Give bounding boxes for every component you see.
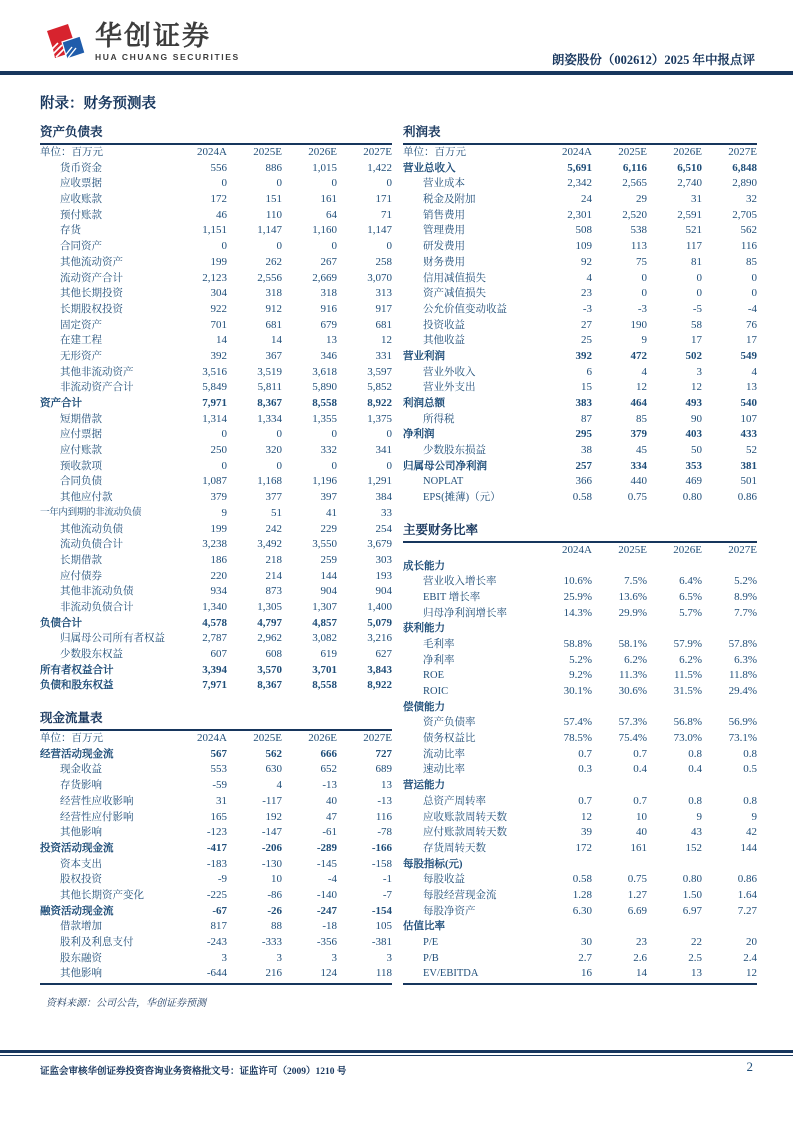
table-row: 归属母公司所有者权益 2,787 2,962 3,082 3,216 [60,632,392,645]
table-row: 管理费用 508 538 521 562 [423,224,757,237]
table-row: 投资收益 27 190 58 76 [423,318,757,331]
table-row: 获利能力 [403,623,445,635]
financial-ratios-table [403,522,757,985]
footer-divider [0,1050,793,1056]
table-row: 应付债券 220 214 144 193 [60,569,392,582]
table-row: 其他影响 -644 216 124 118 [60,967,392,980]
table-row: 其他非流动负债 934 873 904 904 [60,585,392,598]
table-row: 应收账款周转天数 12 10 9 9 [423,810,757,823]
table-header-row: 2024A 2025E 2026E 2027E [562,543,757,556]
table-row: 营业成本 2,342 2,565 2,740 2,890 [423,177,757,190]
table-row: EV/EBITDA 16 14 13 12 [423,967,757,980]
table-row: 其他收益 25 9 17 17 [423,334,757,347]
table-row: 其他影响 -123 -147 -61 -78 [60,826,392,839]
table-row: 偿债能力 [403,701,445,713]
table-row: NOPLAT 366 440 469 501 [423,475,757,488]
table-header-row: 单位：百万元 2024A 2025E 2026E 2027E [40,732,392,745]
table-row: 营业外支出 15 12 12 13 [423,381,757,394]
table-row: 其他流动负债 199 242 229 254 [60,522,392,535]
table-row: 经营性应付影响 165 192 47 116 [60,810,392,823]
table-row: 资产负债率 57.4% 57.3% 56.8% 56.9% [423,716,757,729]
table-row: 财务费用 92 75 81 85 [423,255,757,268]
income-statement-title: 利润表 [403,124,757,145]
table-row: 预收款项 0 0 0 0 [60,459,392,472]
huachuang-logo-icon [44,21,86,70]
brand-name: 华创证券 [95,21,211,51]
income-statement-table [403,124,757,506]
table-row: 少数股东权益 607 608 619 627 [60,648,392,660]
table-row: 应收票据 0 0 0 0 [60,177,392,190]
table-row: 资产合计 7,971 8,367 8,558 8,922 [40,397,392,409]
table-row: 营业利润 392 472 502 549 [403,349,757,362]
table-row: 每股指标(元) [403,858,463,870]
table-row: 速动比率 0.3 0.4 0.4 0.5 [423,763,757,776]
report-title: 朗姿股份（002612）2025 年中报点评 [551,53,755,67]
table-row: 投资活动现金流 -417 -206 -289 -166 [40,841,392,854]
table-row: 借款增加 817 88 -18 105 [60,920,392,933]
table-row: P/B 2.7 2.6 2.5 2.4 [423,951,757,964]
right-column [403,124,757,1009]
table-row: 存货影响 -59 4 -13 13 [60,779,392,792]
table-row: 融资活动现金流 -67 -26 -247 -154 [40,904,392,917]
table-row: EPS(摊薄)（元） 0.58 0.75 0.80 0.86 [423,491,757,504]
table-row: 每股收益 0.58 0.75 0.80 0.86 [423,873,757,886]
table-row: 研发费用 109 113 117 116 [423,240,757,253]
table-row: 负债和股东权益 7,971 8,367 8,558 8,922 [40,679,392,692]
table-row: 合同负债 1,087 1,168 1,196 1,291 [60,475,392,488]
table-row: 归属母公司净利润 257 334 353 381 [403,459,757,472]
table-row: 流动资产合计 2,123 2,556 2,669 3,070 [60,271,392,284]
table-row: 净利率 5.2% 6.2% 6.2% 6.3% [423,653,757,666]
cash-flow-table [40,710,392,985]
table-row: 总资产周转率 0.7 0.7 0.8 0.8 [423,794,757,807]
table-row: ROIC 30.1% 30.6% 31.5% 29.4% [423,685,757,697]
table-row: 其他流动资产 199 262 267 258 [60,255,392,268]
table-row: 少数股东损益 38 45 50 52 [423,444,757,457]
financial-ratios-title: 主要财务比率 [403,522,757,543]
table-row: 营业总收入 5,691 6,116 6,510 6,848 [403,161,757,174]
tables-area [40,124,757,1009]
table-row: EBIT 增长率 25.9% 13.6% 6.5% 8.9% [423,590,757,603]
table-row: 一年内到期的非流动负债 9 51 41 33 [40,506,392,519]
table-row: 其他应付款 379 377 397 384 [60,491,392,504]
left-column [40,124,392,1009]
table-row: 非流动资产合计 5,849 5,811 5,890 5,852 [60,381,392,394]
table-row: 存货周转天数 172 161 152 144 [423,841,757,854]
table-row: 毛利率 58.8% 58.1% 57.9% 57.8% [423,637,757,650]
balance-sheet-title: 资产负债表 [40,124,392,145]
table-row: 存货 1,151 1,147 1,160 1,147 [60,224,392,237]
table-row: 应付账款周转天数 39 40 43 42 [423,826,757,839]
table-row: 估值比率 [403,921,445,933]
table-row: 流动比率 0.7 0.7 0.8 0.8 [423,747,757,760]
table-row: 利润总额 383 464 493 540 [403,397,757,409]
table-row: 长期股权投资 922 912 916 917 [60,302,392,315]
table-row: 股利及利息支付 -243 -333 -356 -381 [60,936,392,948]
table-row: 资本支出 -183 -130 -145 -158 [60,857,392,870]
table-row: 归母净利润增长率 14.3% 29.9% 5.7% 7.7% [423,606,757,619]
table-row: 预付账款 46 110 64 71 [60,208,392,221]
table-row: 每股经营现金流 1.28 1.27 1.50 1.64 [423,888,757,901]
cash-flow-title: 现金流量表 [40,710,392,731]
table-row: 股东融资 3 3 3 3 [60,951,392,964]
table-row: 无形资产 392 367 346 331 [60,349,392,362]
table-row: 销售费用 2,301 2,520 2,591 2,705 [423,208,757,221]
brand-subtitle: HUA CHUANG SECURITIES [95,52,240,62]
table-row: 非流动负债合计 1,340 1,305 1,307 1,400 [60,600,392,613]
table-row: 税金及附加 24 29 31 32 [423,193,757,206]
table-row: 营运能力 [403,780,445,792]
table-row: 资产减值损失 23 0 0 0 [423,287,757,300]
table-row: 债务权益比 78.5% 75.4% 73.0% 73.1% [423,732,757,745]
brand-logo [44,21,240,70]
table-row: 应付账款 250 320 332 341 [60,444,392,457]
table-row: 信用减值损失 4 0 0 0 [423,271,757,284]
header-divider [0,71,793,75]
table-row: 合同资产 0 0 0 0 [60,240,392,253]
table-row: ROE 9.2% 11.3% 11.5% 11.8% [423,669,757,682]
table-row: 其他长期投资 304 318 318 313 [60,287,392,300]
page-number: 2 [746,1059,753,1074]
table-row: 经营性应收影响 31 -117 40 -13 [60,794,392,807]
table-row: P/E 30 23 22 20 [423,936,757,948]
table-row: 货币资金 556 886 1,015 1,422 [60,161,392,174]
table-header-row: 单位：百万元 2024A 2025E 2026E 2027E [403,146,757,158]
table-row: 应收账款 172 151 161 171 [60,193,392,206]
table-row: 净利润 295 379 403 433 [403,428,757,441]
table-row: 固定资产 701 681 679 681 [60,318,392,331]
table-row: 现金收益 553 630 652 689 [60,763,392,776]
appendix-title: 附录：财务预测表 [40,96,156,112]
table-row: 其他长期资产变化 -225 -86 -140 -7 [60,888,392,901]
source-note: 资料来源：公司公告，华创证券预测 [46,998,206,1010]
license-text: 证监会审核华创证券投资咨询业务资格批文号：证监许可（2009）1210 号 [40,1067,347,1077]
table-row: 短期借款 1,314 1,334 1,355 1,375 [60,412,392,425]
table-row: 其他非流动资产 3,516 3,519 3,618 3,597 [60,365,392,378]
table-row: 所有者权益合计 3,394 3,570 3,701 3,843 [40,663,392,676]
table-row: 负债合计 4,578 4,797 4,857 5,079 [40,616,392,629]
table-row: 每股净资产 6.30 6.69 6.97 7.27 [423,904,757,917]
table-row: 成长能力 [403,560,445,572]
table-row: 营业收入增长率 10.6% 7.5% 6.4% 5.2% [423,575,757,588]
table-row: 股权投资 -9 10 -4 -1 [60,873,392,886]
table-row: 长期借款 186 218 259 303 [60,553,392,566]
table-header-row: 单位：百万元 2024A 2025E 2026E 2027E [40,146,392,158]
table-row: 公允价值变动收益 -3 -3 -5 -4 [423,302,757,315]
table-row: 应付票据 0 0 0 0 [60,428,392,441]
table-row: 流动负债合计 3,238 3,492 3,550 3,679 [60,538,392,551]
table-row: 经营活动现金流 567 562 666 727 [40,747,392,760]
table-row: 在建工程 14 14 13 12 [60,334,392,347]
balance-sheet-table [40,124,392,694]
table-row: 营业外收入 6 4 3 4 [423,365,757,378]
table-row: 所得税 87 85 90 107 [423,412,757,425]
